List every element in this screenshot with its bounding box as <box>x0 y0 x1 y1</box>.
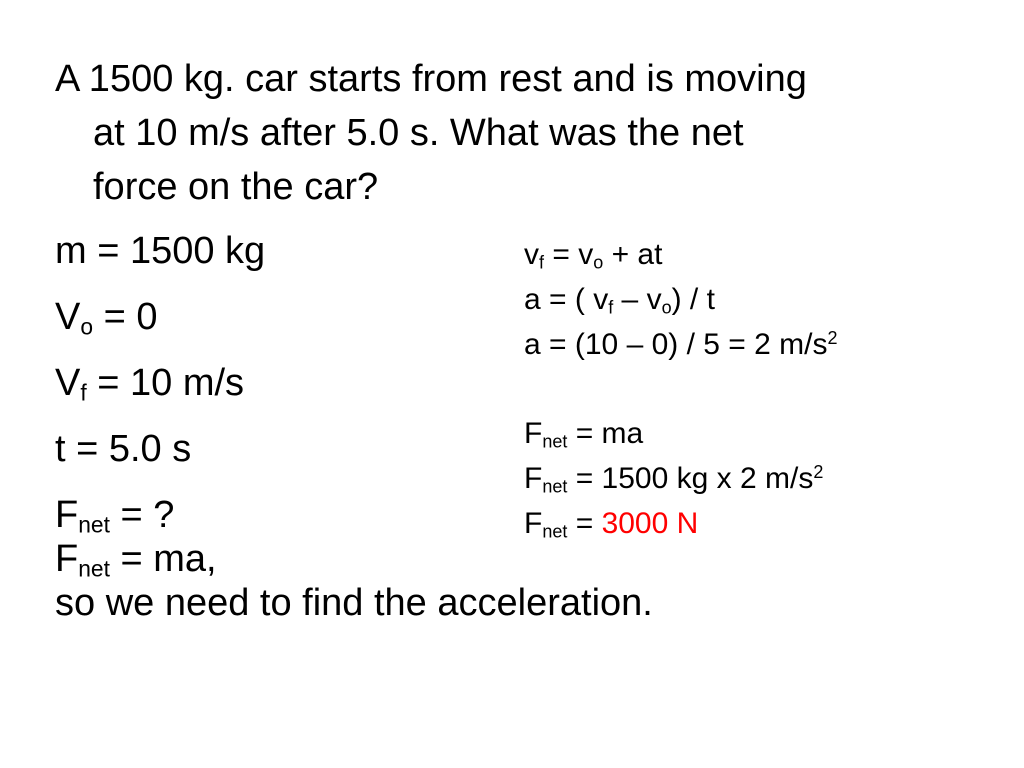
equation-acceleration-formula <box>524 277 838 322</box>
subscript: f <box>539 252 545 273</box>
eq-text: = <box>567 507 602 540</box>
eq-text: ) / t <box>671 283 715 316</box>
symbol: V <box>55 362 81 404</box>
subscript: net <box>542 521 568 542</box>
equation-force-substitution <box>524 456 838 501</box>
superscript: 2 <box>813 462 824 483</box>
symbol: V <box>55 296 81 338</box>
value: = ? <box>109 494 175 536</box>
eq-text: = ma <box>567 417 644 450</box>
equation-velocity <box>524 232 838 277</box>
eq-text: = 1500 kg x 2 m/s <box>567 462 814 495</box>
eq-text: v <box>524 238 539 271</box>
eq-text: F <box>524 507 543 540</box>
answer-value: 3000 N <box>601 507 699 540</box>
subscript: net <box>78 555 110 582</box>
subscript: f <box>80 379 87 406</box>
symbol: F <box>55 494 79 536</box>
eq-text: + at <box>603 238 663 271</box>
eq-text: a = (10 – 0) / 5 = 2 m/s <box>524 328 828 361</box>
eq-text: = v <box>544 238 594 271</box>
problem-statement <box>55 52 975 214</box>
subscript: net <box>542 476 568 497</box>
subscript: net <box>542 431 568 452</box>
given-note: so we need to find the acceleration. <box>55 582 653 624</box>
value: = 10 m/s <box>86 362 245 404</box>
eq-text: a = ( v <box>524 283 609 316</box>
problem-line-2: at 10 m/s after 5.0 s. What was the net <box>93 112 744 154</box>
value: = ma, <box>109 538 217 580</box>
subscript: o <box>661 297 672 318</box>
subscript: o <box>80 313 94 340</box>
eq-text: – v <box>613 283 662 316</box>
given-time: t = 5.0 s <box>55 428 192 470</box>
equation-force-answer <box>524 501 838 546</box>
eq-text: F <box>524 417 543 450</box>
given-mass: m = 1500 kg <box>55 230 266 272</box>
spacer <box>524 367 838 411</box>
equation-newton-second-law <box>524 411 838 456</box>
solution-steps <box>524 232 838 546</box>
symbol: F <box>55 538 79 580</box>
equation-acceleration-value <box>524 322 838 367</box>
eq-text: F <box>524 462 543 495</box>
subscript: f <box>608 297 614 318</box>
value: = 0 <box>93 296 158 338</box>
problem-line-3: force on the car? <box>93 166 379 208</box>
superscript: 2 <box>827 328 838 349</box>
subscript: o <box>593 252 604 273</box>
subscript: net <box>78 511 110 538</box>
problem-line-1: A 1500 kg. car starts from rest and is moving <box>55 58 807 100</box>
